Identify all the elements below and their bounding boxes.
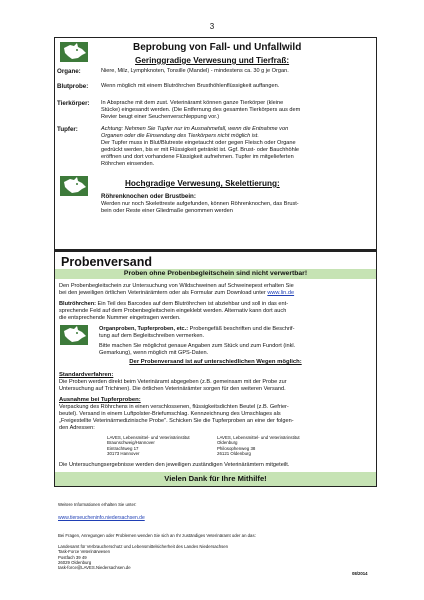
footer-date: 08/2014	[352, 571, 368, 576]
blutprobe-label: Blutprobe:	[57, 83, 89, 90]
banner-thanks: Vielen Dank für Ihre Mithilfe!	[55, 472, 376, 486]
subtitle-geringgradig: Geringgradige Verwesung und Tierfraß:	[135, 56, 290, 65]
boar-head-icon	[60, 325, 88, 345]
banner-no-form: Proben ohne Probenbegleitschein sind nicht verwertbar!	[55, 269, 376, 279]
standard-title: Standardverfahren:	[59, 372, 114, 378]
address-oldenburg: LAVES, Lebensmittel- und Veterinärinstitut Oldenburg Philosophenweg 38 26121 Oldenburg	[217, 435, 300, 456]
tupfer-text: Achtung: Nehmen Sie Tupfer nur im Ausnahmefall, wenn die Entnahme von Organen oder die Einsendung des Tierkörpers nicht möglich ist. Der Tupfer muss in Blut/Blutreste eingetaucht oder gegen Fleisch oder Organe gedrückt werden, bis er mit Flüssigkeit getränkt ist. Ggf. Brust- oder Bauchhöhle eröffnen und dort vorhandene Flüssigkeit aufnehmen. Tupfer im mitgelieferten Röhrchen einsenden.	[101, 126, 300, 167]
contact-line: Bei Fragen, Anregungen oder Problemen wenden Sie sich an Ihr zuständiges Veterinäramt oder an das:	[58, 533, 256, 538]
p4-text: Bitte machen Sie möglichst genaue Angaben zum Stück und zum Fundort (inkl. Gemarkung), wenn möglich mit GPS-Daten.	[99, 343, 296, 356]
boar-head-icon	[60, 42, 88, 62]
ausnahme-text: Verpackung des Röhrchens in einen verschlossenen, flüssigkeitsdichten Beutel (z.B. Gefrier- beutel). Versand in einem Luftpolster-Briefumschlag. Kennzeichnung des Umschlages als „Freigestellte Veterinärmedizinische Probe". Schicken Sie die Tupferproben an eine der folgen- den Adressen:	[59, 404, 294, 431]
tierkoerper-text: In Absprache mit dem zust. Veterinäramt können ganze Tierkörper (kleine Stücke) eingesandt werden. (Die Entfernung des gesamten Tierkörpers aus dem Revier beugt einer Seuchenverschleppung vor.)	[101, 100, 301, 120]
p1-text: Den Probenbegleitschein zur Untersuchung von Wildschweinen auf Schweinepest erhalten Sie bei den jeweiligen örtlichen Veterinärämtern oder als Formular zum Download unter www.lin.de	[59, 283, 295, 296]
ausnahme-title: Ausnahme bei Tupferproben:	[59, 397, 141, 403]
probenversand-section	[54, 250, 377, 487]
p3-text: Organproben, Tupferproben, etc.: Probengefäß beschriften und die Beschrif- tung auf dem Begleitschreiben vermerken.	[99, 326, 295, 339]
p2-text: Blutröhrchen: Ein Teil des Barcodes auf dem Blutröhrchen ist abziehbar und soll in das ent- sprechende Feld auf dem Probenbegleitschein eingeklebt werden. Alternativ kann dort auch die entsprechende Nummer eingetragen werden.	[59, 301, 289, 321]
subtitle-hochgradig: Hochgradige Verwesung, Skelettierung:	[125, 179, 280, 188]
tierseuchen-link[interactable]: www.tierseucheninfo.niedersachsen.de	[58, 515, 145, 521]
wege-heading: Der Probenversand ist auf unterschiedlichen Wegen möglich:	[129, 359, 302, 365]
section-title-probenversand: Probenversand	[61, 255, 153, 269]
boar-head-icon	[60, 176, 88, 196]
tupfer-label: Tupfer:	[57, 126, 78, 133]
address-hannover: LAVES, Lebensmittel- und Veterinärinstitut Braunschweig/Hannover Eintrachtweg 17 30173 Hannover	[107, 435, 190, 456]
section-title-fallwild: Beprobung von Fall- und Unfallwild	[133, 42, 302, 53]
organe-label: Organe:	[57, 68, 81, 75]
org-address: Landesamt für Verbraucherschutz und Lebensmittelsicherheit des Landes Niedersachsen Task-Force Veterinärwesen Postfach 39 49 26029 Oldenburg task-force@LAVES.Niedersachsen.de	[58, 544, 229, 571]
fallwild-section	[54, 37, 377, 250]
blutprobe-text: Wenn möglich mit einem Blutröhrchen Brusthöhlenflüssigkeit auffangen.	[101, 83, 280, 89]
result-note: Die Untersuchungsergebnisse werden den jeweiligen zuständigen Veterinärämtern mitgeteilt.	[59, 462, 290, 468]
lin-link[interactable]: www.lin.de	[267, 290, 295, 296]
organe-text: Niere, Milz, Lymphknoten, Tonsille (Mandel) - mindestens ca. 30 g je Organ.	[101, 68, 289, 74]
page-number: 3	[209, 22, 215, 31]
tierkoerper-label: Tierkörper:	[57, 100, 90, 107]
standard-text: Die Proben werden direkt beim Veterinäramt abgegeben (z.B. gemeinsam mit der Probe zur Untersuchung auf Trichinen). Die örtlichen Veterinärämter sorgen für den weiteren Versand.	[59, 379, 287, 392]
roehren-title: Röhrenknochen oder Brustbein:	[101, 193, 196, 200]
more-info-text: Weitere Informationen erhalten Sie unter:	[58, 502, 137, 507]
roehren-text: Werden nur noch Skelettreste aufgefunden, können Röhrenknochen, das Brust- bein oder Reste einer Gliedmaße genommen werden	[101, 201, 299, 214]
